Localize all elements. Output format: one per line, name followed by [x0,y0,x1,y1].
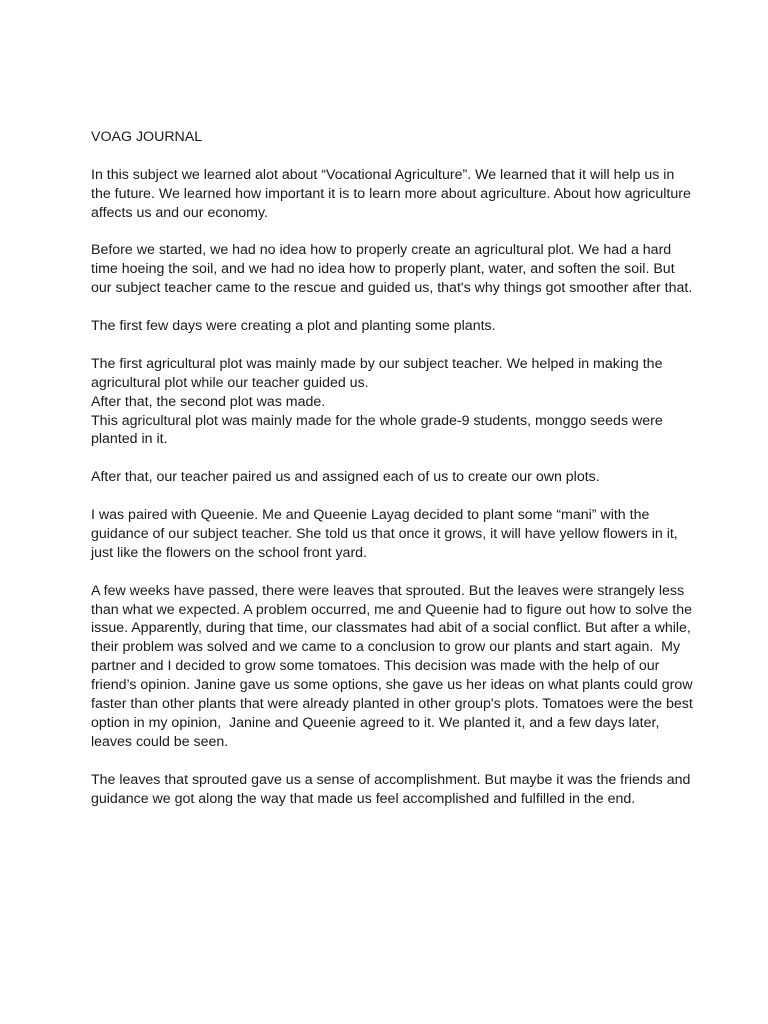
text-line: Before we started, we had no idea how to properly create an agricultural plot. We had a hard [91,242,672,259]
paragraph [91,241,691,298]
text-line: After that, our teacher paired us and assigned each of us to create our own plots. [91,469,600,486]
text-line: guidance we got along the way that made us feel accomplished and fulfilled in the end. [91,790,636,807]
text-line: The first agricultural plot was mainly made by our subject teacher. We helped in making the [91,355,663,372]
text-line: After that, the second plot was made. [91,393,326,410]
text-line: agricultural plot while our teacher guided us. [91,374,369,391]
document-body [91,128,691,827]
paragraph [91,582,691,752]
paragraph [91,317,691,336]
paragraph [91,506,691,563]
text-line: The leaves that sprouted gave us a sense of accomplishment. But maybe it was the friends and [91,771,691,788]
text-line: In this subject we learned alot about “Vocational Agriculture”. We learned that it will help us in [91,166,675,183]
paragraph [91,468,691,487]
text-line: than what we expected. A problem occurred, me and Queenie had to figure out how to solve the [91,601,692,618]
text-line: guidance of our subject teacher. She told us that once it grows, it will have yellow flowers in it, [91,525,678,542]
text-line: partner and I decided to grow some tomatoes. This decision was made with the help of our [91,658,660,675]
text-line: time hoeing the soil, and we had no idea how to properly plant, water, and soften the soil. But [91,261,675,278]
text-line: our subject teacher came to the rescue and guided us, that's why things got smoother after that. [91,280,693,297]
text-line: faster than other plants that were already planted in other group's plots. Tomatoes were the best [91,696,693,713]
text-line: option in my opinion, Janine and Queenie agreed to it. We planted it, and a few days later, [91,714,660,731]
text-line: planted in it. [91,431,168,448]
text-line: the future. We learned how important it is to learn more about agriculture. About how agriculture [91,185,691,202]
text-line: The first few days were creating a plot and planting some plants. [91,318,496,335]
paragraph-list [91,166,691,809]
text-line: their problem was solved and we came to a conclusion to grow our plants and start again. My [91,639,681,656]
text-line: This agricultural plot was mainly made for the whole grade-9 students, monggo seeds were [91,412,663,429]
text-line: affects us and our economy. [91,204,268,221]
text-line: I was paired with Queenie. Me and Queenie Layag decided to plant some “mani” with the [91,507,650,524]
paragraph [91,355,691,450]
paragraph [91,771,691,809]
paragraph [91,166,691,223]
text-line: friend’s opinion. Janine gave us some options, she gave us her ideas on what plants could grow [91,677,693,694]
text-line: just like the flowers on the school front yard. [91,544,368,561]
text-line: issue. Apparently, during that time, our classmates had abit of a social conflict. But after a while, [91,620,691,637]
text-line: A few weeks have passed, there were leaves that sprouted. But the leaves were strangely less [91,582,685,599]
document-title: VOAG JOURNAL [91,129,203,145]
text-line: leaves could be seen. [91,733,229,750]
